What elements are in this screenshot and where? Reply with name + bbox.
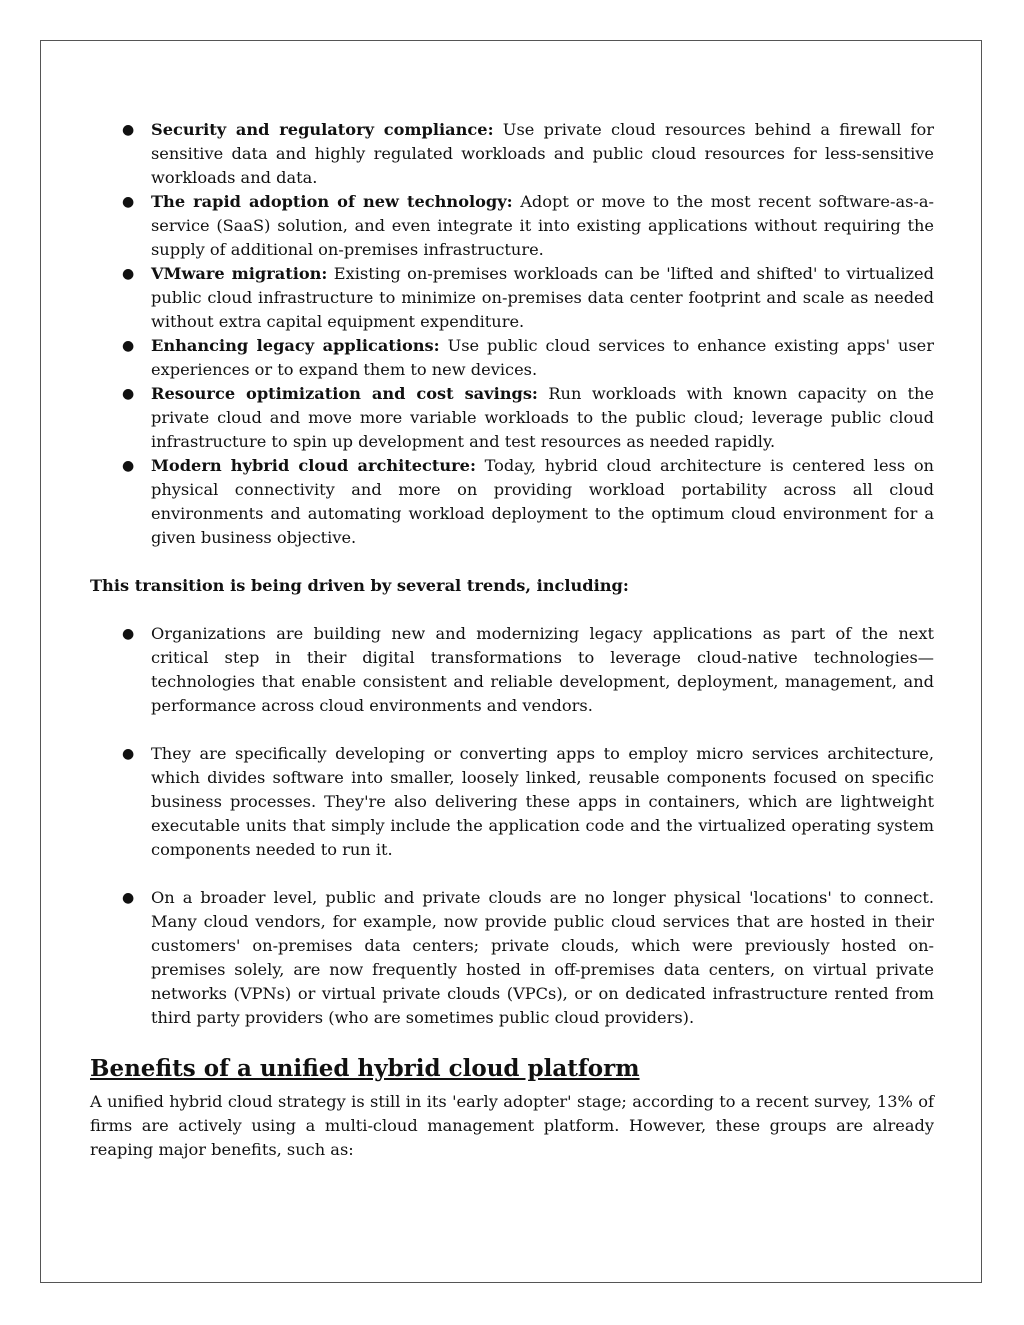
bullet-icon: ● (122, 338, 135, 354)
section-paragraph: A unified hybrid cloud strategy is still in its 'early adopter' stage; according to a recent survey, 13% of firms are actively using a multi-cloud management platform. However, these groups are already reaping major benefits, such as: (90, 1092, 934, 1159)
trends-intro: This transition is being driven by several trends, including: (90, 576, 629, 595)
item-text: Use private cloud resources behind a firewall for sensitive data and highly regulated workloads and public cloud resources for less-sensitive workloads and data. (151, 120, 934, 187)
item-text: They are specifically developing or converting apps to employ micro services architecture, which divides software into smaller, loosely linked, reusable components focused on specific business processes. They're also delivering these apps in containers, which are lightweight executable units that simply include the application code and the virtualized operating system components needed to run it. (151, 744, 934, 859)
list-item (90, 454, 934, 550)
bullet-icon: ● (122, 386, 135, 402)
list-item (90, 742, 934, 862)
item-lead: Resource optimization and cost savings: (151, 384, 538, 403)
bullet-icon: ● (122, 122, 135, 138)
bullet-icon: ● (122, 890, 135, 906)
item-text: Adopt or move to the most recent software-as-a-service (SaaS) solution, and even integrate it into existing applications without requiring the supply of additional on-premises infrastructure. (151, 192, 934, 259)
bullet-icon: ● (122, 194, 135, 210)
list-item (90, 334, 934, 382)
item-text: Today, hybrid cloud architecture is centered less on physical connectivity and more on providing workload portability across all cloud environments and automating workload deployment to the optimum cloud environment for a given business objective. (151, 456, 934, 547)
list-item (90, 382, 934, 454)
item-text: Organizations are building new and modernizing legacy applications as part of the next critical step in their digital transformations to leverage cloud-native technologies—technologies that enable consistent and reliable development, deployment, management, and performance across cloud environments and vendors. (151, 624, 934, 715)
bullet-icon: ● (122, 626, 135, 642)
item-text: Existing on-premises workloads can be 'lifted and shifted' to virtualized public cloud infrastructure to minimize on-premises data center footprint and scale as needed without extra capital equipment expenditure. (151, 264, 934, 331)
item-text: Run workloads with known capacity on the private cloud and move more variable workloads to the public cloud; leverage public cloud infrastructure to spin up development and test resources as needed rapidly. (151, 384, 934, 451)
bullet-icon: ● (122, 746, 135, 762)
list-item (90, 622, 934, 718)
item-text: On a broader level, public and private clouds are no longer physical 'locations' to connect. Many cloud vendors, for example, now provide public cloud services that are hosted in their customers' on-premises data centers; private clouds, which were previously hosted on-premises solely, are now frequently hosted in off-premises data centers, on virtual private networks (VPNs) or virtual private clouds (VPCs), or on dedicated infrastructure rented from third party providers (who are sometimes public cloud providers). (151, 888, 934, 1027)
trends-bullet-list (90, 622, 934, 1030)
item-lead: Modern hybrid cloud architecture: (151, 456, 476, 475)
item-text: Use public cloud services to enhance existing apps' user experiences or to expand them to new devices. (151, 336, 934, 379)
item-lead: Enhancing legacy applications: (151, 336, 440, 355)
bullet-icon: ● (122, 266, 135, 282)
document-body (90, 118, 934, 1162)
list-item (90, 262, 934, 334)
list-item (90, 118, 934, 190)
bullet-icon: ● (122, 458, 135, 474)
benefits-bullet-list (90, 118, 934, 550)
item-lead: Security and regulatory compliance: (151, 120, 494, 139)
section-heading: Benefits of a unified hybrid cloud platform (90, 1055, 640, 1082)
item-lead: VMware migration: (151, 264, 328, 283)
list-item (90, 886, 934, 1030)
list-item (90, 190, 934, 262)
item-lead: The rapid adoption of new technology: (151, 192, 513, 211)
